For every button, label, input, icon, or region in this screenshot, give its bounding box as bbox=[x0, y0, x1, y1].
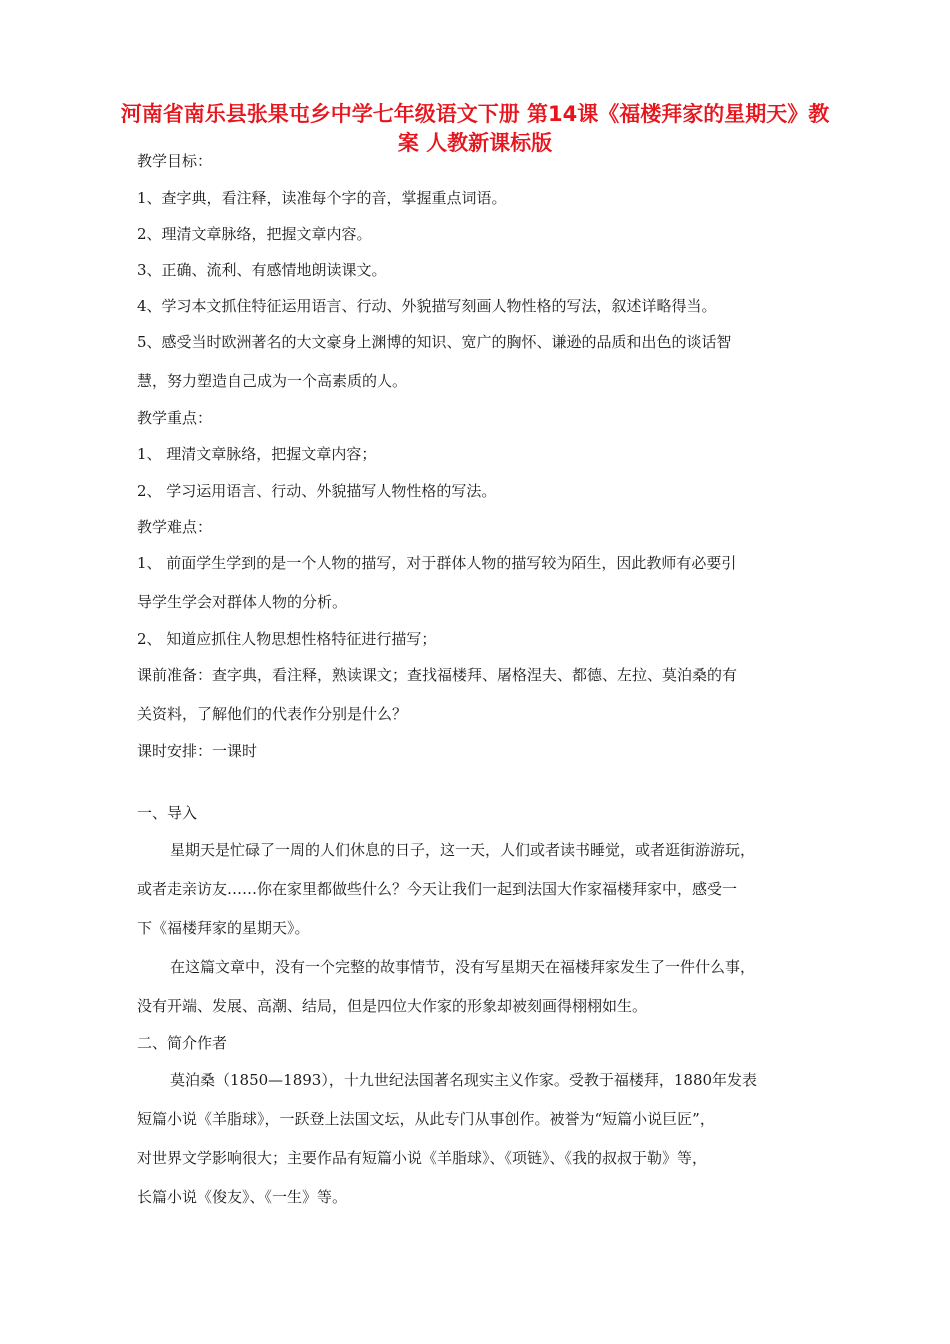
objective-item-2: 2、理清文章脉络，把握文章内容。 bbox=[137, 225, 372, 243]
section1-paragraph1-line-1: 星期天是忙碌了一周的人们休息的日子，这一天，人们或者读书睡觉，或者逛街游游玩， bbox=[170, 841, 756, 859]
objective-item-4: 4、学习本文抓住特征运用语言、行动、外貌描写刻画人物性格的写法，叙述详略得当。 bbox=[137, 297, 717, 315]
key-points-heading: 教学重点： bbox=[137, 409, 213, 427]
section1-heading: 一、导入 bbox=[137, 804, 198, 822]
section2-paragraph-line-2: 短篇小说《羊脂球》，一跃登上法国文坛，从此专门从事创作。被誉为“短篇小说巨匠”， bbox=[137, 1110, 715, 1128]
section2-paragraph-line-3: 对世界文学影响很大；主要作品有短篇小说《羊脂球》、《项链》、《我的叔叔于勒》等， bbox=[137, 1149, 708, 1167]
section2-heading: 二、简介作者 bbox=[137, 1034, 228, 1052]
objective-item-1: 1、查字典，看注释，读准每个字的音，掌握重点词语。 bbox=[137, 189, 507, 207]
difficulty-item-1-cont: 导学生学会对群体人物的分析。 bbox=[137, 593, 348, 611]
objective-item-3: 3、正确、流利、有感情地朗读课文。 bbox=[137, 261, 387, 279]
objectives-heading: 教学目标： bbox=[137, 152, 213, 170]
section1-paragraph1-line-2: 或者走亲访友……你在家里都做些什么？今天让我们一起到法国大作家福楼拜家中，感受一 bbox=[137, 880, 738, 898]
section1-paragraph2-line-2: 没有开端、发展、高潮、结局，但是四位大作家的形象却被刻画得栩栩如生。 bbox=[137, 997, 648, 1015]
difficulties-heading: 教学难点： bbox=[137, 518, 213, 536]
section2-paragraph-line-4: 长篇小说《俊友》、《一生》等。 bbox=[137, 1188, 348, 1206]
key-point-item-2: 2、 学习运用语言、行动、外貌描写人物性格的写法。 bbox=[137, 482, 497, 500]
preparation-line-2: 关资料，了解他们的代表作分别是什么？ bbox=[137, 705, 408, 723]
difficulty-item-2: 2、 知道应抓住人物思想性格特征进行描写； bbox=[137, 630, 437, 648]
objective-item-5: 5、感受当时欧洲著名的大文豪身上渊博的知识、宽广的胸怀、谦逊的品质和出色的谈话智 bbox=[137, 333, 732, 351]
section1-paragraph1-line-3: 下《福楼拜家的星期天》。 bbox=[137, 919, 310, 937]
difficulty-item-1: 1、 前面学生学到的是一个人物的描写，对于群体人物的描写较为陌生，因此教师有必要引 bbox=[137, 554, 737, 572]
preparation-line-1: 课前准备：查字典，看注释，熟读课文；查找福楼拜、屠格涅夫、都德、左拉、莫泊桑的有 bbox=[137, 666, 738, 684]
section1-paragraph2-line-1: 在这篇文章中，没有一个完整的故事情节，没有写星期天在福楼拜家发生了一件什么事， bbox=[170, 958, 756, 976]
objective-item-5-cont: 慧，努力塑造自己成为一个高素质的人。 bbox=[137, 372, 408, 390]
document-title: 河南省南乐县张果屯乡中学七年级语文下册 第14课《福楼拜家的星期天》教案 人教新课标版 bbox=[120, 102, 830, 155]
schedule-line: 课时安排：一课时 bbox=[137, 742, 258, 760]
key-point-item-1: 1、 理清文章脉络，把握文章内容； bbox=[137, 445, 377, 463]
section2-paragraph-line-1: 莫泊桑（1850—1893），十九世纪法国著名现实主义作家。受教于福楼拜，1880年发表 bbox=[170, 1071, 758, 1089]
